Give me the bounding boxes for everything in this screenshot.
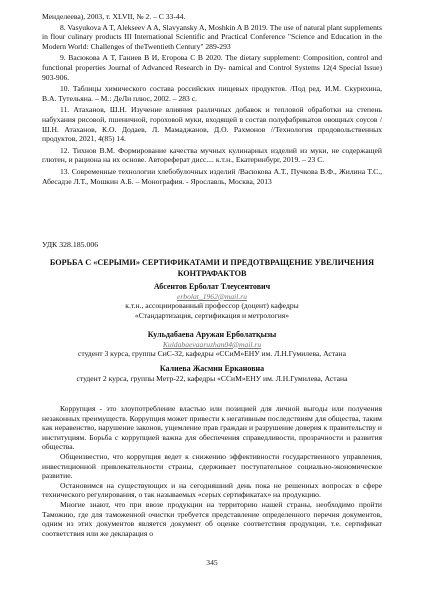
author-block [42, 330, 382, 359]
reference-item: Менделеева), 2003, т. XLVII, № 2. – С 33-44. [42, 12, 186, 21]
page-number: 345 [206, 558, 218, 567]
author-affiliation: «Стандартизация, сертификация и метрология» [134, 310, 290, 320]
author-name: Кульдабаева Аружан Ерболатқызы [147, 330, 277, 339]
author-affiliation: студент 3 курса, группы СиС-32, кафедры «ССиМ»ЕНУ им. Л.Н.Гумилева, Астана [78, 349, 346, 359]
author-affiliation: студент 2 курса, группы Метр-22, кафедры «ССиМ»ЕНУ им. Л.Н.Гумилева, Астана [76, 373, 348, 383]
author-email: Kuldabaevaaruzhan04@mail.ru [162, 339, 262, 349]
reference-item: 13. Современные технологии хлебобулочных изделий /Васюкова А.Т., Пучкова В.Ф., Жилина Т.С., Абесадзе Л.Т., Мошкин А.Б. – Монография. - Ярославль, Москва, 2013 [42, 166, 382, 186]
author-affiliation: к.т.н., ассоциированный профессор (доцент) кафедры [125, 301, 299, 311]
reference-item: 10. Таблицы химического состава российских пищевых продуктов. /Под ред. И.М. Скурихина, В.А. Тутельяна. – М.: ДеЛи плюс, 2002. – 283 с. [42, 84, 382, 103]
body-paragraph: Многие знают, что при ввозе продукции на территорию нашей страны, необходимо пройти Таможню, где для таможенной очистки требуется представление определенного перечня документов, одним из этих документов является документ об оценке соответствия продукции, т.е. сертификат соответствия или же декларация о [42, 499, 382, 538]
author-name: Абсентов Ерболат Тлеусентович [153, 282, 271, 291]
author-block [42, 282, 382, 320]
article-title: БОРЬБА С «СЕРЫМИ» СЕРТИФИКАТАМИ И ПРЕДОТВРАЩЕНИЕ УВЕЛИЧЕНИЯ КОНТРАФАКТОВ [49, 258, 375, 278]
body-paragraph: Остановимся на существующих и на сегодняшний день пока не решенных вопросах в сфере технического регулирования, о так называемых «серых сертификатах» на продукцию. [42, 480, 382, 500]
article-body [42, 404, 382, 538]
body-paragraph: Коррупция - это злоупотребление властью или позицией для личной выгоды или получения незаконных преимуществ. Коррупция может привести к негативным последствиям для общества, таким как неравенство, нарушение законов, ущемление прав граждан и разрушение доверия к правительству и институциям. Борьба с коррупцией важна для обеспечения справедливости, прозрачности и развития общества. [42, 404, 382, 452]
author-name: Калиева Жасмин Еркановна [159, 364, 265, 373]
author-email: erbolat_1962@mail.ru [176, 291, 248, 301]
reference-item: 8. Vasyukova A T, Alekseev A A, Slavyansky A, Moshkin A B 2019. The use of natural plant supplements in flour culinary products III International Scientific and Practical Conference "Science and Education in the Modern World: Challenges of theTwentieth Century" 289-293 [42, 22, 382, 51]
body-paragraph: Общеизвестно, что коррупция ведет к снижению эффективности государственного управления, инвестиционной привлекательности страны, сдерживает поступательное социально-экономическое развитие. [42, 451, 382, 481]
reference-item: 9. Васюкова А Т, Ганиев В И, Егорова С В 2020. The dietary supplement: Composition, control and functional properties Journal of Advanced Research in Dy- namical and Control Systems 12(4 Special Issue) 903-906. [42, 53, 382, 82]
reference-item: 11. Атаханов, Ш.Н. Изучение влияния различных добавок и тепловой обработки на степень набухания рисовой, пшеничной, гороховой муки, входящей в состав полуфабрикатов овощных соусов / Ш.Н. Атаханов, К.О. Додаев, Л. Мамаджанов, Д.О. Рахмонов //Технология продовольственных продуктов, 2021, 4(85) 14. [42, 105, 382, 144]
udc-code: УДК 328.185.006 [42, 240, 99, 249]
reference-item: 12. Тихнов В.М. Формирование качества мучных кулинарных изделий из муки, не содержащей глютен, и рациона на их основе. Автореферат дисс.... к.т.н., Екатеринбург, 2019. – 23 С. [42, 145, 382, 165]
reference-list [42, 12, 382, 186]
author-block [42, 364, 382, 383]
